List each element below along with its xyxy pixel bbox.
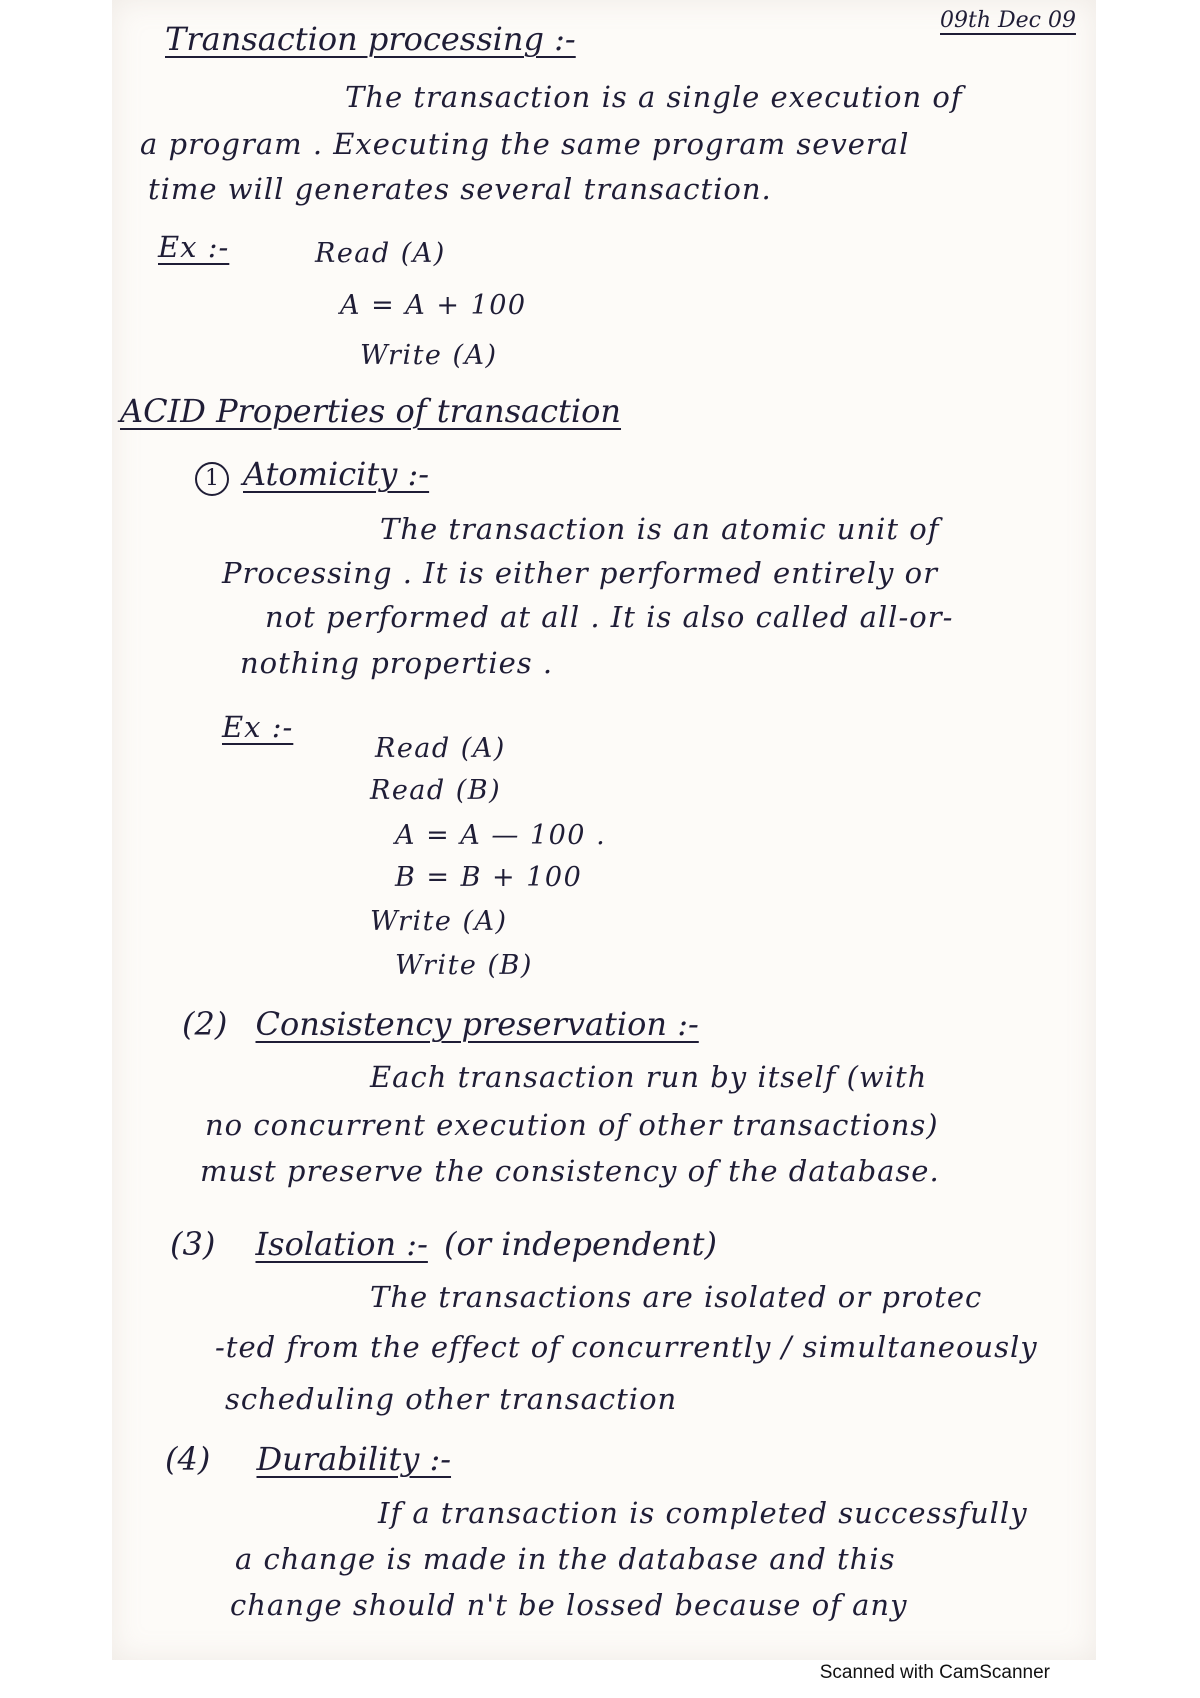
durability-heading-row <box>165 1440 451 1478</box>
durability-line-1: If a transaction is completed successfully <box>378 1496 1028 1530</box>
atomicity-example-line: A = A — 100 . <box>395 820 607 851</box>
atomicity-example-line: Read (A) <box>375 733 506 764</box>
section-number: (3) <box>170 1225 216 1263</box>
atomicity-line-2: Processing . It is either performed entirely or <box>222 556 938 590</box>
page-date: 09th Dec 09 <box>940 8 1076 33</box>
section-number: 1 <box>195 462 229 496</box>
page-title: Transaction processing :- <box>165 20 576 58</box>
acid-heading: ACID Properties of transaction <box>120 392 622 430</box>
consistency-line-1: Each transaction run by itself (with <box>370 1060 928 1094</box>
durability-line-3: change should n't be lossed because of any <box>230 1588 908 1622</box>
isolation-heading: Isolation :- <box>255 1225 428 1263</box>
atomicity-line-1: The transaction is an atomic unit of <box>380 512 940 546</box>
atomicity-heading: Atomicity :- <box>243 455 430 493</box>
isolation-line-2: -ted from the effect of concurrently / simultaneously <box>215 1330 1038 1364</box>
consistency-line-3: must preserve the consistency of the database. <box>200 1154 940 1188</box>
durability-heading: Durability :- <box>256 1440 452 1478</box>
intro-line-3: time will generates several transaction. <box>148 172 772 206</box>
atomicity-heading-row <box>195 455 429 496</box>
intro-line-2: a program . Executing the same program several <box>140 127 910 161</box>
scanner-watermark: Scanned with CamScanner <box>819 1662 1050 1683</box>
atomicity-example-line: Write (A) <box>370 906 508 937</box>
isolation-line-1: The transactions are isolated or protec <box>370 1280 983 1314</box>
atomicity-example-line: Read (B) <box>370 775 502 806</box>
section-number: (2) <box>182 1005 228 1043</box>
example-line: Read (A) <box>315 238 446 269</box>
atomicity-example-line: B = B + 100 <box>395 862 583 893</box>
atomicity-example-label: Ex :- <box>222 710 294 744</box>
isolation-heading-row <box>170 1225 717 1263</box>
example-line: Write (A) <box>360 340 498 371</box>
durability-line-2: a change is made in the database and this <box>235 1542 896 1576</box>
consistency-heading: Consistency preservation :- <box>255 1005 699 1043</box>
example-line: A = A + 100 <box>340 290 527 321</box>
isolation-aside: (or independent) <box>444 1225 717 1263</box>
consistency-heading-row <box>182 1005 699 1043</box>
atomicity-line-3: not performed at all . It is also called all-or- <box>265 600 954 634</box>
isolation-line-3: scheduling other transaction <box>225 1382 678 1416</box>
intro-line-1: The transaction is a single execution of <box>345 80 963 114</box>
consistency-line-2: no concurrent execution of other transactions) <box>205 1108 939 1142</box>
example-label: Ex :- <box>158 230 230 264</box>
section-number: (4) <box>165 1440 211 1478</box>
atomicity-example-line: Write (B) <box>395 950 533 981</box>
atomicity-line-4: nothing properties . <box>240 646 554 680</box>
